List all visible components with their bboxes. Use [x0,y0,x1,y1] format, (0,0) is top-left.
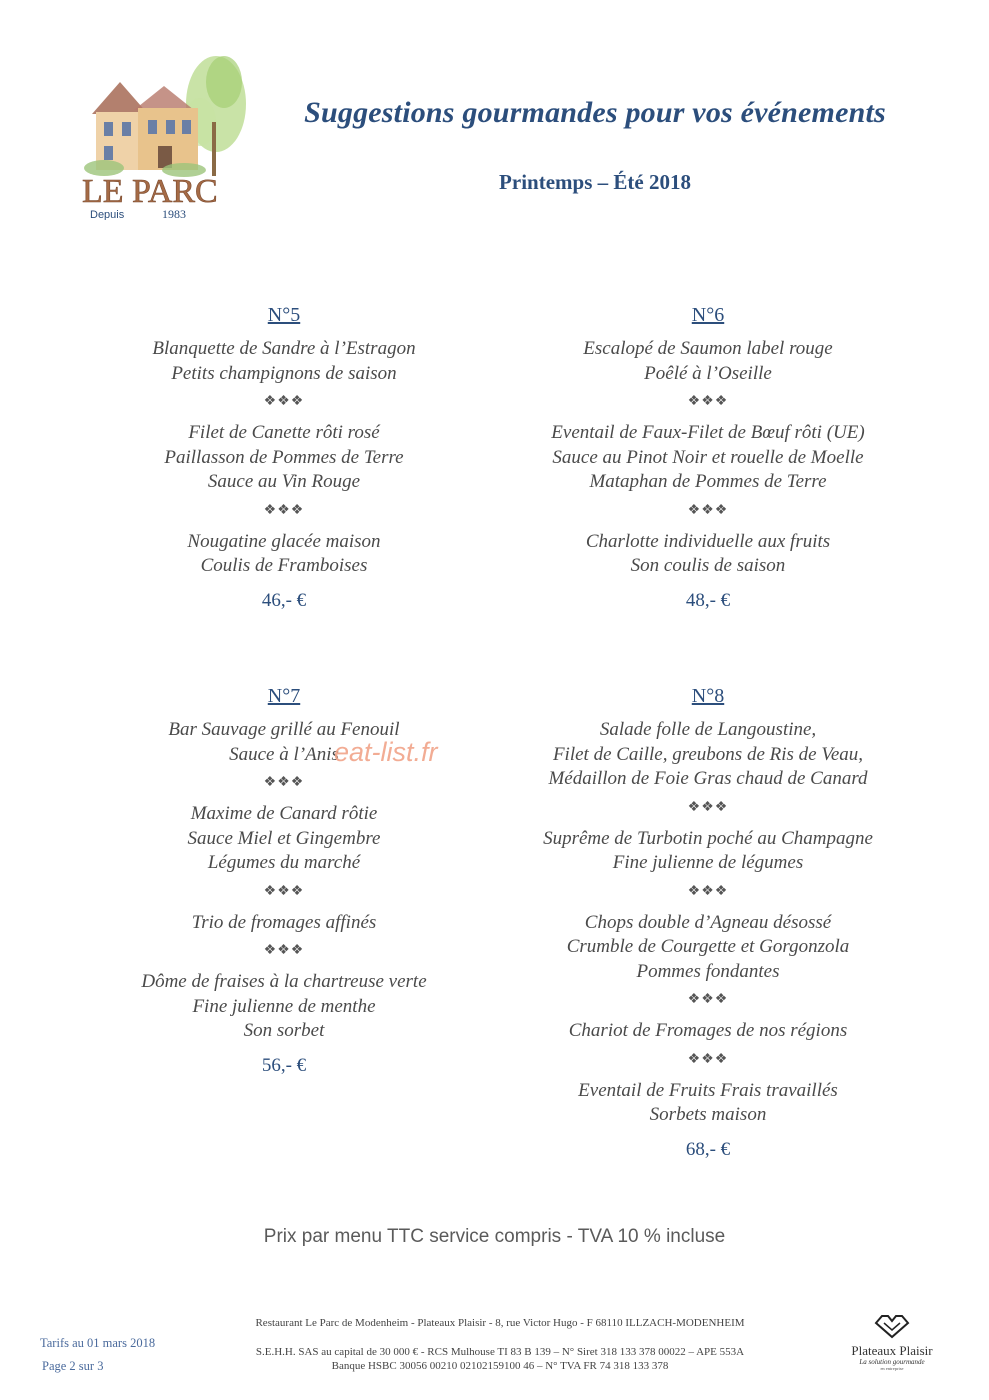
dish-line: Escalopé de Saumon label rouge [583,338,833,359]
logo-name: LE PARC [82,173,218,210]
dish-line: Fine julienne de légumes [612,852,804,873]
menu-course [488,1019,928,1044]
dish-line: Coulis de Framboises [200,555,368,576]
dish-line: Suprême de Turbotin poché au Champagne [543,827,873,849]
dish-line: Paillasson de Pommes de Terre [164,446,404,468]
watermark: eat-list.fr [334,737,438,767]
course-separator: ❖❖❖ [263,775,305,790]
dish-line: Salade folle de Langoustine, [599,719,817,740]
menu-number: N°7 [267,685,301,707]
course-separator: ❖❖❖ [263,394,305,409]
course-separator: ❖❖❖ [687,799,729,815]
menu-price: 56,- € [261,1054,307,1076]
menu-course [488,718,928,792]
course-separator: ❖❖❖ [687,502,729,518]
dish-line: Légumes du marché [207,852,361,873]
dish-line: Charlotte individuelle aux fruits [585,530,831,552]
menu-5 [64,303,504,613]
menu-course [488,421,928,495]
menu-course [488,1079,928,1128]
dish-line: Sauce au Pinot Noir et rouelle de Moelle [552,446,864,468]
page-number: Page 2 sur 3 [42,1359,104,1373]
menu-course [488,827,928,876]
course-separator: ❖❖❖ [687,1051,729,1067]
dish-line: Médaillon de Foie Gras chaud de Canard [548,768,868,789]
dish-line: Poêlé à l’Oseille [644,362,772,384]
menu-number: N°6 [691,304,725,326]
dish-line: Fine julienne de menthe [192,995,376,1017]
menu-6 [488,303,928,613]
menu-course [64,421,504,495]
tarifs-date: Tarifs au 01 mars 2018 [40,1336,156,1350]
house-watercolor-icon [74,42,250,220]
menu-course [64,718,504,767]
dish-line: Sauce au Vin Rouge [207,471,361,492]
logo-depuis: Depuis [90,209,125,220]
dish-line: Son sorbet [243,1020,325,1041]
dish-line: Nougatine glacée maison [187,530,381,552]
dish-line: Eventail de Faux-Filet de Bœuf rôti (UE) [551,422,865,443]
menu-course [64,970,504,1044]
dish-line: Bar Sauvage grillé au Fenouil [168,719,400,740]
dish-line: Dôme de fraises à la chartreuse verte [141,971,427,992]
dish-line: Sauce Miel et Gingembre [187,827,381,849]
footer-bank: Banque HSBC 30056 00210 02102159100 46 – N° TVA FR 74 318 133 378 [331,1360,669,1372]
menu-7 [64,684,504,1078]
dish-line: Crumble de Courgette et Gorgonzola [566,936,850,957]
dish-line: Trio de fromages affinés [191,911,377,933]
course-separator: ❖❖❖ [263,502,305,518]
dish-line: Filet de Canette rôti rosé [188,422,380,443]
dish-line: Blanquette de Sandre à l’Estragon [152,338,416,359]
dish-line: Pommes fondantes [636,960,780,982]
diamond-heart-icon [872,1313,912,1339]
menu-course [488,530,928,579]
logo-year: 1983 [162,207,186,220]
menu-course [488,911,928,985]
menu-number: N°5 [267,304,301,326]
menu-8 [488,684,928,1162]
menu-number: N°8 [691,685,725,707]
menu-price: 68,- € [685,1138,731,1160]
tax-note: Prix par menu TTC service compris - TVA 10 % incluse [263,1226,726,1247]
partner-tagline-2: en entreprise [880,1366,904,1371]
menu-course [64,337,504,386]
menu-price: 46,- € [261,589,307,611]
partner-name: Plateaux Plaisir [851,1343,933,1358]
dish-line: Eventail de Fruits Frais travaillés [578,1079,838,1101]
dish-line: Mataphan de Pommes de Terre [589,471,827,492]
page-subtitle: Printemps – Été 2018 [499,170,691,194]
course-separator: ❖❖❖ [687,883,729,899]
course-separator: ❖❖❖ [263,883,305,899]
footer-address: Restaurant Le Parc de Modenheim - Plateaux Plaisir - 8, rue Victor Hugo - F 68110 ILLZACH-MODENHEIM [255,1317,745,1329]
dish-line: Chops double d’Agneau désossé [584,911,832,933]
dish-line: Chariot de Fromages de nos régions [568,1020,848,1041]
menu-course [64,911,504,936]
dish-line: Son coulis de saison [630,555,786,576]
course-separator: ❖❖❖ [687,394,729,409]
course-separator: ❖❖❖ [263,943,305,958]
menu-price: 48,- € [685,589,731,611]
menu-course [64,802,504,876]
menu-course [64,530,504,579]
dish-line: Sorbets maison [649,1104,767,1125]
dish-line: Sauce à l’Anis [229,743,339,765]
partner-tagline: La solution gourmande [859,1358,925,1366]
plateaux-plaisir-logo [842,1313,942,1372]
page-title: Suggestions gourmandes pour vos événements [304,96,886,129]
le-parc-logo [74,42,250,220]
dish-line: Filet de Caille, greubons de Ris de Veau, [552,743,864,765]
menu-course [488,337,928,386]
dish-line: Petits champignons de saison [171,362,397,384]
course-separator: ❖❖❖ [687,992,729,1007]
dish-line: Maxime de Canard rôtie [190,803,378,824]
footer-company: S.E.H.H. SAS au capital de 30 000 € - RCS Mulhouse TI 83 B 139 – N° Siret 318 133 378 00022 – APE 553A [255,1346,745,1358]
